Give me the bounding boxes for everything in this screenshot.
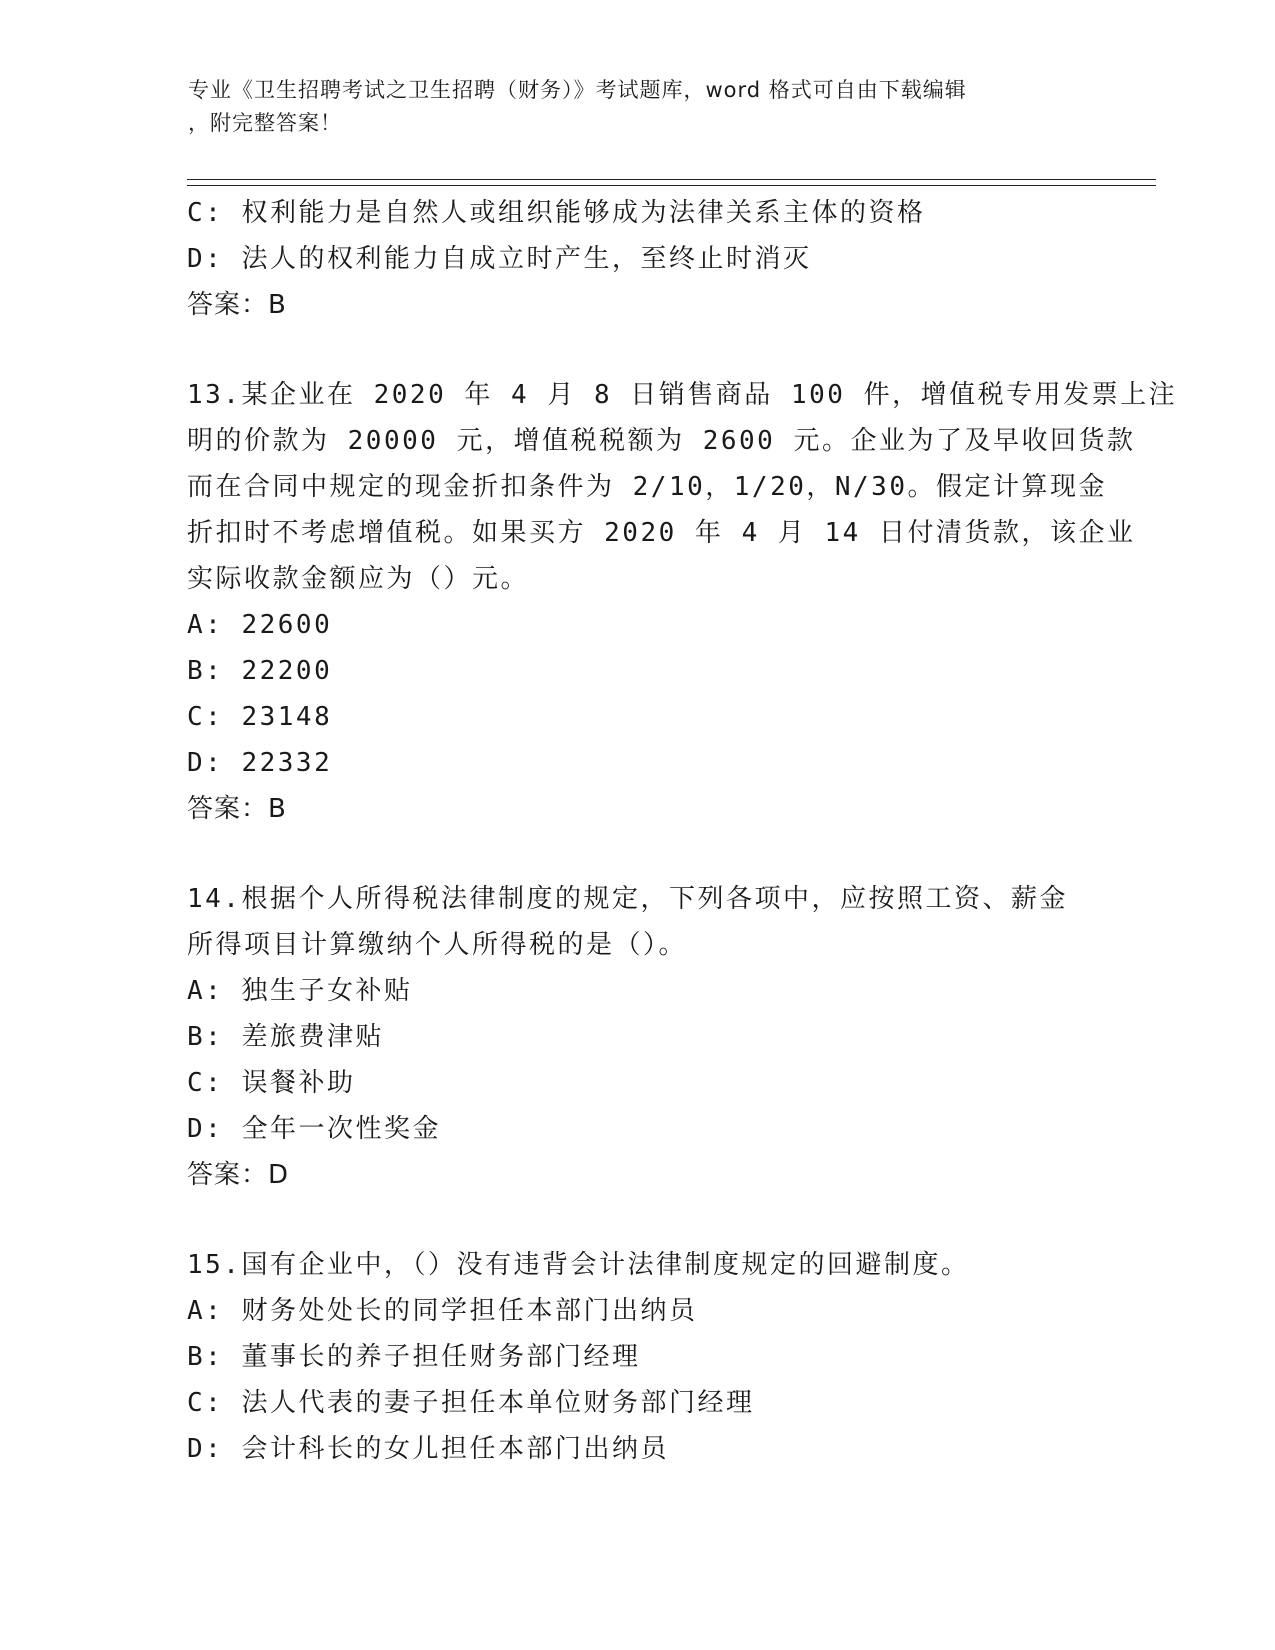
question-13: [187, 372, 1178, 832]
q13-text-line: 13.某企业在 2020 年 4 月 8 日销售商品 100 件，增值税专用发票上注: [187, 380, 1178, 410]
header-line-2: ，附完整答案！: [188, 111, 342, 135]
q13-answer: 答案：B: [187, 794, 287, 824]
q13-text-line: 实际收款金额应为（）元。: [187, 564, 530, 594]
header-line-1: 专业《卫生招聘考试之卫生招聘（财务）》考试题库，word 格式可自由下载编辑: [188, 78, 967, 102]
q14-answer: 答案：D: [187, 1160, 290, 1190]
q13-text-line: 而在合同中规定的现金折扣条件为 2/10，1/20，N/30。假定计算现金: [187, 472, 1107, 502]
q12-answer: 答案：B: [187, 290, 287, 320]
q13-text-line: 折扣时不考虑增值税。如果买方 2020 年 4 月 14 日付清货款，该企业: [187, 518, 1136, 548]
q12-option-d: D: 法人的权利能力自成立时产生，至终止时消灭: [187, 244, 812, 274]
question-14: [187, 876, 1087, 1198]
question-15: [187, 1242, 1087, 1472]
q15-option-b: B: 董事长的养子担任财务部门经理: [187, 1342, 641, 1372]
q15-option-a: A: 财务处处长的同学担任本部门出纳员: [187, 1296, 698, 1326]
q14-text-line: 14.根据个人所得税法律制度的规定，下列各项中，应按照工资、薪金: [187, 884, 1068, 914]
q12-option-c: C: 权利能力是自然人或组织能够成为法律关系主体的资格: [187, 198, 926, 228]
q14-option-b: B: 差旅费津贴: [187, 1022, 384, 1052]
spacer: [187, 1198, 1087, 1242]
q14-option-a: A: 独生子女补贴: [187, 976, 413, 1006]
document-header: [188, 74, 1068, 140]
q14-option-c: C: 误餐补助: [187, 1068, 356, 1098]
question-content: [187, 190, 1178, 1472]
q13-text-line: 明的价款为 20000 元，增值税税额为 2600 元。企业为了及早收回货款: [187, 426, 1136, 456]
q13-option-b: B: 22200: [187, 656, 333, 686]
q15-option-d: D: 会计科长的女儿担任本部门出纳员: [187, 1434, 669, 1464]
q15-text-line: 15.国有企业中，（）没有违背会计法律制度规定的回避制度。: [187, 1250, 970, 1280]
header-divider-top: [187, 179, 1156, 180]
q13-option-a: A: 22600: [187, 610, 333, 640]
q14-text-line: 所得项目计算缴纳个人所得税的是（）。: [187, 930, 688, 960]
q13-option-c: C: 23148: [187, 702, 333, 732]
q15-option-c: C: 法人代表的妻子担任本单位财务部门经理: [187, 1388, 755, 1418]
q14-option-d: D: 全年一次性奖金: [187, 1114, 441, 1144]
header-divider-bottom: [187, 185, 1156, 186]
spacer: [187, 832, 1087, 876]
q13-option-d: D: 22332: [187, 748, 333, 778]
spacer: [187, 328, 1087, 372]
